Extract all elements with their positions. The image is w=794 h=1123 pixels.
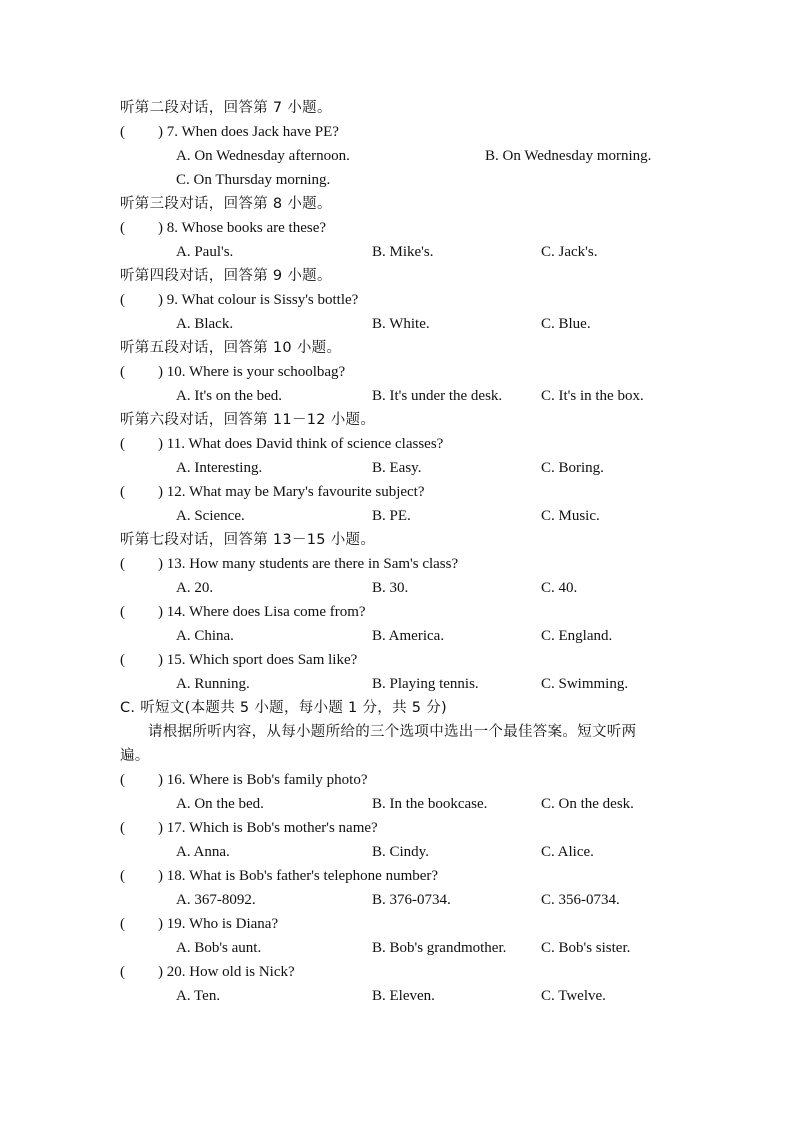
section-c-heading: C. 听短文(本题共 5 小题，每小题 1 分，共 5 分) xyxy=(120,700,447,716)
option-c: C. Jack's. xyxy=(541,244,598,260)
option-b: B. On Wednesday morning. xyxy=(485,148,652,164)
option-b: B. America. xyxy=(372,628,445,644)
option-a: A. On the bed. xyxy=(176,796,264,812)
option-c: C. Music. xyxy=(541,508,600,524)
option-c: C. England. xyxy=(541,628,613,644)
option-b: B. Eleven. xyxy=(372,988,435,1004)
answer-blank[interactable]: ( xyxy=(120,652,125,668)
dialogue-5-heading: 听第五段对话，回答第 10 小题。 xyxy=(120,340,342,356)
answer-blank[interactable]: ( xyxy=(120,820,125,836)
question-15 xyxy=(120,649,357,671)
question-text: ) 19. Who is Diana? xyxy=(158,916,279,932)
question-text: ) 17. Which is Bob's mother's name? xyxy=(158,820,378,836)
option-c: C. Boring. xyxy=(541,460,604,476)
option-a: A. Black. xyxy=(176,316,234,332)
question-20 xyxy=(120,961,295,983)
option-a: A. Bob's aunt. xyxy=(176,940,262,956)
option-c: C. Twelve. xyxy=(541,988,606,1004)
option-b: B. PE. xyxy=(372,508,411,524)
option-a: A. Running. xyxy=(176,676,250,692)
answer-blank[interactable]: ( xyxy=(120,484,125,500)
instructions-line-2: 遍。 xyxy=(120,748,150,764)
answer-blank[interactable]: ( xyxy=(120,436,125,452)
question-text: ) 14. Where does Lisa come from? xyxy=(158,604,366,620)
answer-blank[interactable]: ( xyxy=(120,916,125,932)
option-a: A. 20. xyxy=(176,580,214,596)
question-11 xyxy=(120,433,443,455)
option-c: C. Alice. xyxy=(541,844,594,860)
question-19 xyxy=(120,913,278,935)
question-text: ) 13. How many students are there in Sam's class? xyxy=(158,556,459,572)
option-a: A. China. xyxy=(176,628,234,644)
answer-blank[interactable]: ( xyxy=(120,220,125,236)
question-text: ) 7. When does Jack have PE? xyxy=(158,124,339,140)
question-text: ) 8. Whose books are these? xyxy=(158,220,327,236)
question-text: ) 15. Which sport does Sam like? xyxy=(158,652,358,668)
question-14 xyxy=(120,601,366,623)
question-10 xyxy=(120,361,345,383)
answer-blank[interactable]: ( xyxy=(120,292,125,308)
answer-blank[interactable]: ( xyxy=(120,772,125,788)
question-text: ) 11. What does David think of science classes? xyxy=(158,436,444,452)
option-b: B. White. xyxy=(372,316,430,332)
dialogue-7-heading: 听第七段对话，回答第 13－15 小题。 xyxy=(120,532,376,548)
dialogue-6-heading: 听第六段对话，回答第 11－12 小题。 xyxy=(120,412,376,428)
option-b: B. Bob's grandmother. xyxy=(372,940,507,956)
option-a: A. Interesting. xyxy=(176,460,263,476)
option-a: A. Science. xyxy=(176,508,245,524)
question-16 xyxy=(120,769,367,791)
option-c: C. On the desk. xyxy=(541,796,634,812)
option-b: B. It's under the desk. xyxy=(372,388,503,404)
question-13 xyxy=(120,553,458,575)
answer-blank[interactable]: ( xyxy=(120,964,125,980)
option-b: B. In the bookcase. xyxy=(372,796,488,812)
question-text: ) 16. Where is Bob's family photo? xyxy=(158,772,368,788)
dialogue-4-heading: 听第四段对话，回答第 9 小题。 xyxy=(120,268,332,284)
question-text: ) 12. What may be Mary's favourite subject? xyxy=(158,484,425,500)
question-18 xyxy=(120,865,438,887)
answer-blank[interactable]: ( xyxy=(120,364,125,380)
option-c: C. Bob's sister. xyxy=(541,940,631,956)
question-7 xyxy=(120,121,339,143)
question-text: ) 18. What is Bob's father's telephone number? xyxy=(158,868,439,884)
option-c: C. It's in the box. xyxy=(541,388,644,404)
option-b: B. Easy. xyxy=(372,460,422,476)
question-9 xyxy=(120,289,358,311)
answer-blank[interactable]: ( xyxy=(120,868,125,884)
answer-blank[interactable]: ( xyxy=(120,124,125,140)
option-c: C. 40. xyxy=(541,580,578,596)
question-text: ) 20. How old is Nick? xyxy=(158,964,295,980)
option-b: B. Mike's. xyxy=(372,244,434,260)
option-c: C. Swimming. xyxy=(541,676,629,692)
question-text: ) 10. Where is your schoolbag? xyxy=(158,364,346,380)
option-b: B. 376-0734. xyxy=(372,892,451,908)
option-b: B. 30. xyxy=(372,580,409,596)
option-a: A. Paul's. xyxy=(176,244,234,260)
option-a: A. Ten. xyxy=(176,988,221,1004)
option-c: C. Blue. xyxy=(541,316,591,332)
option-b: B. Cindy. xyxy=(372,844,429,860)
option-a: A. On Wednesday afternoon. xyxy=(176,148,350,164)
instructions-line-1: 请根据所听内容，从每小题所给的三个选项中选出一个最佳答案。短文听两 xyxy=(148,724,637,740)
option-a: A. It's on the bed. xyxy=(176,388,283,404)
question-17 xyxy=(120,817,378,839)
question-text: ) 9. What colour is Sissy's bottle? xyxy=(158,292,359,308)
option-c: C. 356-0734. xyxy=(541,892,620,908)
option-a: A. 367-8092. xyxy=(176,892,256,908)
dialogue-3-heading: 听第三段对话，回答第 8 小题。 xyxy=(120,196,332,212)
answer-blank[interactable]: ( xyxy=(120,604,125,620)
option-c: C. On Thursday morning. xyxy=(176,172,331,188)
option-a: A. Anna. xyxy=(176,844,230,860)
option-b: B. Playing tennis. xyxy=(372,676,479,692)
question-8 xyxy=(120,217,326,239)
question-12 xyxy=(120,481,425,503)
dialogue-2-heading: 听第二段对话，回答第 7 小题。 xyxy=(120,100,332,116)
answer-blank[interactable]: ( xyxy=(120,556,125,572)
